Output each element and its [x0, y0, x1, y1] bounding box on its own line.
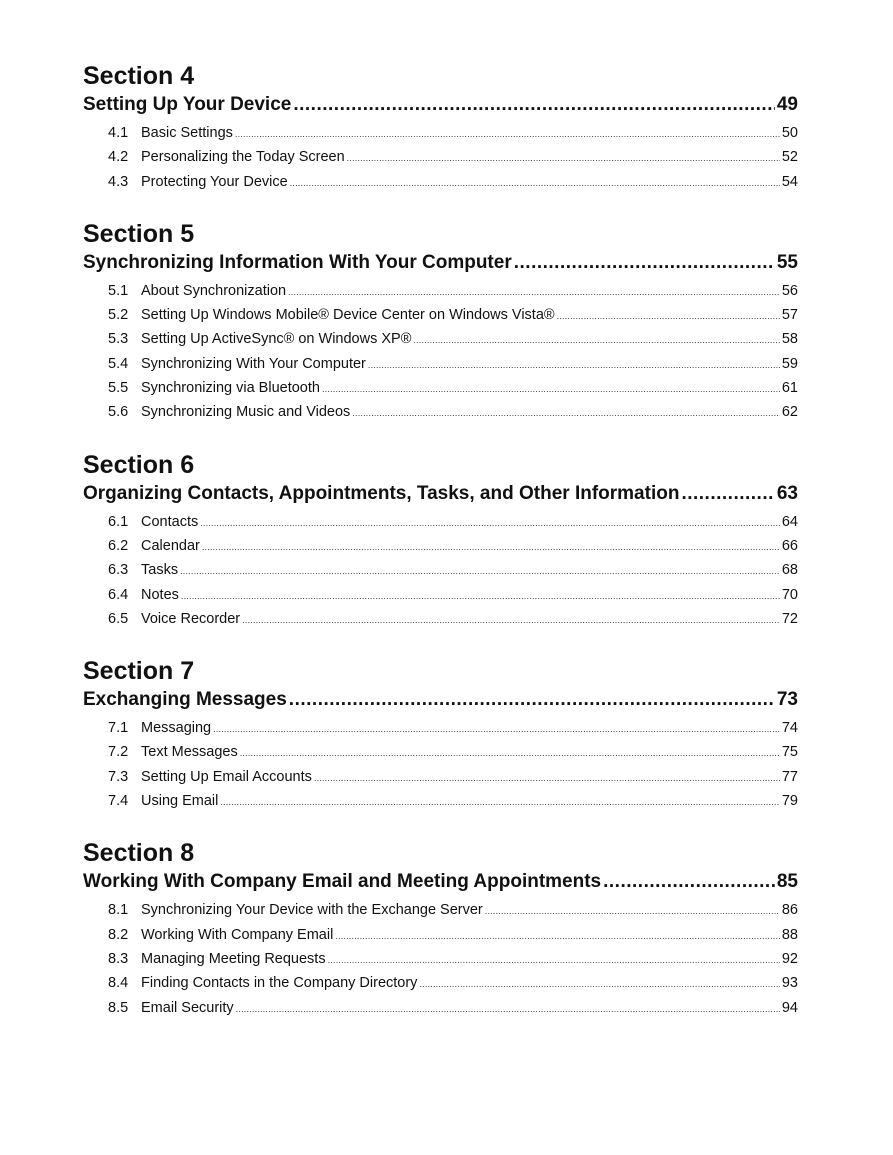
entry-number: 6.4 [108, 586, 129, 603]
section-page-number: 63 [776, 482, 798, 504]
toc-entry[interactable] [83, 304, 798, 328]
section-entries [83, 717, 798, 814]
toc-entry[interactable] [83, 608, 798, 632]
toc-entry[interactable] [83, 948, 798, 972]
entry-page-number: 64 [781, 513, 798, 530]
entry-number: 5.2 [108, 307, 129, 324]
toc-entry[interactable] [83, 535, 798, 559]
dot-leader [181, 585, 780, 608]
toc-entry[interactable] [83, 171, 798, 195]
entry-number: 5.4 [108, 355, 129, 372]
toc-section [83, 449, 798, 632]
dot-leader [180, 560, 780, 583]
entry-title: Email Security [141, 999, 234, 1016]
toc-section [83, 837, 798, 1020]
toc-entry[interactable] [83, 997, 798, 1021]
entry-title: Setting Up ActiveSync® on Windows XP® [141, 331, 412, 348]
dot-leader [240, 742, 780, 765]
entry-title: Synchronizing With Your Computer [141, 355, 366, 372]
section-title: Synchronizing Information With Your Computer [83, 251, 512, 273]
section-label: Section 6 [83, 450, 195, 479]
entry-title: Contacts [141, 513, 199, 530]
entry-number: 7.1 [108, 720, 129, 737]
toc-entry[interactable] [83, 511, 798, 535]
entry-title: Managing Meeting Requests [141, 950, 326, 967]
entry-page-number: 68 [781, 562, 798, 579]
section-title-row[interactable] [83, 481, 798, 507]
entry-page-number: 88 [781, 926, 798, 943]
dot-leader [514, 250, 775, 276]
entry-title: Setting Up Email Accounts [141, 768, 312, 785]
dot-leader [603, 869, 775, 895]
dot-leader [242, 609, 780, 632]
entry-title: Calendar [141, 537, 200, 554]
dot-leader [236, 998, 780, 1021]
entry-number: 8.1 [108, 902, 129, 919]
entry-title: About Synchronization [141, 282, 287, 299]
entry-number: 5.3 [108, 331, 129, 348]
toc-section [83, 218, 798, 426]
section-label: Section 4 [83, 62, 195, 90]
dot-leader [352, 402, 780, 425]
entry-page-number: 59 [781, 355, 798, 372]
section-page-number: 49 [776, 94, 798, 115]
toc-entry[interactable] [83, 584, 798, 608]
section-title-row[interactable] [83, 869, 798, 895]
entry-title: Protecting Your Device [141, 173, 288, 190]
section-title: Exchanging Messages [83, 689, 287, 711]
section-entries [83, 122, 798, 195]
toc-entry[interactable] [83, 401, 798, 425]
section-title: Working With Company Email and Meeting Appointments [83, 871, 602, 893]
dot-leader [289, 687, 775, 713]
dot-leader [288, 281, 780, 304]
entry-page-number: 58 [781, 331, 798, 348]
dot-leader [681, 481, 774, 507]
entry-number: 8.4 [108, 975, 129, 992]
dot-leader [328, 949, 780, 972]
entry-title: Working With Company Email [141, 926, 334, 943]
entry-number: 5.5 [108, 380, 129, 397]
entry-number: 7.4 [108, 793, 129, 810]
toc-entry[interactable] [83, 766, 798, 790]
dot-leader [335, 925, 780, 948]
entry-number: 6.3 [108, 562, 129, 579]
dot-leader [557, 305, 780, 328]
toc-entry[interactable] [83, 328, 798, 352]
section-entries [83, 280, 798, 426]
dot-leader [368, 354, 780, 377]
entry-title: Tasks [141, 562, 179, 579]
entry-number: 5.1 [108, 282, 129, 299]
entry-page-number: 93 [781, 975, 798, 992]
entry-title: Voice Recorder [141, 610, 241, 627]
entry-page-number: 57 [781, 307, 798, 324]
entry-number: 6.5 [108, 610, 129, 627]
entry-number: 8.3 [108, 950, 129, 967]
toc-entry[interactable] [83, 122, 798, 146]
entry-number: 4.2 [108, 149, 129, 166]
entry-title: Synchronizing via Bluetooth [141, 380, 320, 397]
section-title-row[interactable] [83, 250, 798, 276]
section-title-row[interactable] [83, 92, 798, 118]
toc-entry[interactable] [83, 146, 798, 170]
entry-page-number: 52 [781, 149, 798, 166]
toc-section [83, 655, 798, 814]
entry-page-number: 77 [781, 768, 798, 785]
dot-leader [293, 92, 775, 118]
dot-leader [322, 378, 780, 401]
entry-page-number: 66 [781, 537, 798, 554]
dot-leader [419, 973, 779, 996]
entry-page-number: 54 [781, 173, 798, 190]
entry-number: 6.1 [108, 513, 129, 530]
entry-title: Synchronizing Music and Videos [141, 404, 351, 421]
dot-leader [290, 172, 780, 195]
section-entries [83, 899, 798, 1020]
toc-entry[interactable] [83, 741, 798, 765]
toc-section [83, 60, 798, 195]
section-label: Section 8 [83, 839, 195, 868]
toc-entry[interactable] [83, 717, 798, 741]
section-label: Section 7 [83, 657, 195, 686]
section-title: Setting Up Your Device [83, 94, 292, 115]
section-label: Section 5 [83, 219, 195, 248]
entry-number: 8.5 [108, 999, 129, 1016]
entry-number: 4.3 [108, 173, 129, 190]
table-of-contents [83, 60, 798, 1044]
entry-title: Basic Settings [141, 125, 233, 141]
entry-number: 4.1 [108, 125, 129, 141]
entry-title: Using Email [141, 793, 219, 810]
entry-page-number: 56 [781, 282, 798, 299]
entry-title: Finding Contacts in the Company Directory [141, 975, 418, 992]
entry-number: 7.3 [108, 768, 129, 785]
entry-page-number: 74 [781, 720, 798, 737]
entry-page-number: 92 [781, 950, 798, 967]
entry-title: Synchronizing Your Device with the Exchange Server [141, 902, 483, 919]
section-title: Organizing Contacts, Appointments, Tasks, and Other Information [83, 482, 680, 504]
section-page-number: 55 [776, 251, 798, 273]
toc-entry[interactable] [83, 924, 798, 948]
dot-leader [200, 512, 780, 535]
entry-page-number: 94 [781, 999, 798, 1016]
entry-page-number: 72 [781, 610, 798, 627]
toc-entry[interactable] [83, 790, 798, 814]
toc-entry[interactable] [83, 972, 798, 996]
section-page-number: 85 [776, 871, 798, 893]
dot-leader [220, 791, 780, 814]
entry-title: Messaging [141, 720, 212, 737]
entry-title: Notes [141, 586, 179, 603]
toc-entry[interactable] [83, 353, 798, 377]
entry-page-number: 50 [781, 125, 798, 141]
dot-leader [202, 536, 780, 559]
dot-leader [235, 123, 780, 146]
entry-page-number: 61 [781, 380, 798, 397]
toc-entry[interactable] [83, 559, 798, 583]
toc-entry[interactable] [83, 280, 798, 304]
dot-leader [485, 900, 780, 923]
entry-title: Setting Up Windows Mobile® Device Center on Windows Vista® [141, 307, 555, 324]
dot-leader [413, 329, 779, 352]
entry-number: 8.2 [108, 926, 129, 943]
entry-page-number: 79 [781, 793, 798, 810]
entry-number: 5.6 [108, 404, 129, 421]
dot-leader [347, 147, 780, 170]
entry-page-number: 86 [781, 902, 798, 919]
toc-entry[interactable] [83, 899, 798, 923]
dot-leader [314, 767, 780, 790]
toc-entry[interactable] [83, 377, 798, 401]
section-title-row[interactable] [83, 687, 798, 713]
entry-title: Personalizing the Today Screen [141, 149, 345, 166]
section-page-number: 73 [776, 689, 798, 711]
entry-number: 7.2 [108, 744, 129, 761]
entry-page-number: 75 [781, 744, 798, 761]
entry-page-number: 62 [781, 404, 798, 421]
section-entries [83, 511, 798, 632]
entry-number: 6.2 [108, 537, 129, 554]
entry-title: Text Messages [141, 744, 238, 761]
entry-page-number: 70 [781, 586, 798, 603]
dot-leader [213, 718, 780, 741]
